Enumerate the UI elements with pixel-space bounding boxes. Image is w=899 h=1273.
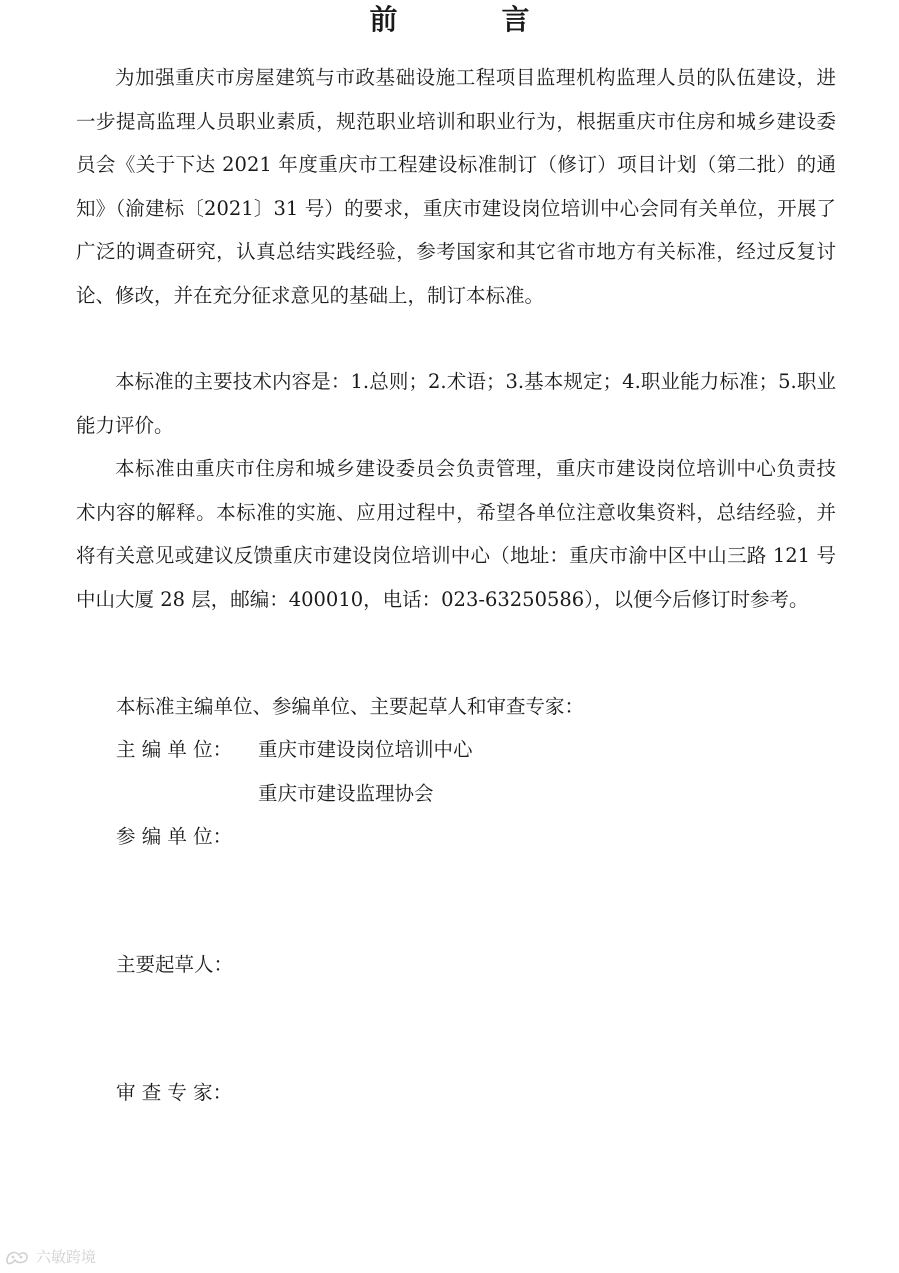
preface-paragraph-3 [76, 447, 836, 621]
reviewers-label: 审 查 专 家： [116, 1081, 233, 1104]
watermark [4, 1246, 96, 1267]
chief-editor-label: 主 编 单 位： [116, 738, 233, 761]
preface-paragraph-2 [76, 360, 836, 447]
logo-icon [4, 1247, 30, 1267]
co-editor-label: 参 编 单 位： [116, 825, 233, 848]
paragraph-text: 本标准的主要技术内容是：1.总则；2.术语；3.基本规定；4.职业能力标准；5.职业能力评价。 [76, 370, 836, 437]
chief-editor-unit-2: 重庆市建设监理协会 [258, 782, 434, 805]
preface-paragraph-1 [76, 56, 836, 317]
chief-editor-unit-1: 重庆市建设岗位培训中心 [258, 738, 473, 761]
paragraph-text: 本标准由重庆市住房和城乡建设委员会负责管理，重庆市建设岗位培训中心负责技术内容的解释。本标准的实施、应用过程中，希望各单位注意收集资料，总结经验，并将有关意见或建议反馈重庆市建设岗位培训中心（地址：重庆市渝中区中山三路 121 号中山大厦 28 层，邮编：400010，电话：023-63250586），以便今后修订时参考。 [76, 457, 836, 611]
watermark-text: 六敏跨境 [36, 1248, 97, 1266]
page-title: 前 言 [369, 3, 568, 36]
drafters-label: 主要起草人： [116, 953, 234, 976]
paragraph-text: 为加强重庆市房屋建筑与市政基础设施工程项目监理机构监理人员的队伍建设，进一步提高监理人员职业素质，规范职业培训和职业行为，根据重庆市住房和城乡建设委员会《关于下达 2021 年度重庆市工程建设标准制订（修订）项目计划（第二批）的通知》（渝建标〔2021〕31 号）的要求，重庆市建设岗位培训中心会同有关单位，开展了广泛的调查研究，认真总结实践经验，参考国家和其它省市地方有关标准，经过反复讨论、修改，并在充分征求意见的基础上，制订本标准。 [76, 66, 836, 307]
participants-intro: 本标准主编单位、参编单位、主要起草人和审查专家： [116, 695, 585, 718]
